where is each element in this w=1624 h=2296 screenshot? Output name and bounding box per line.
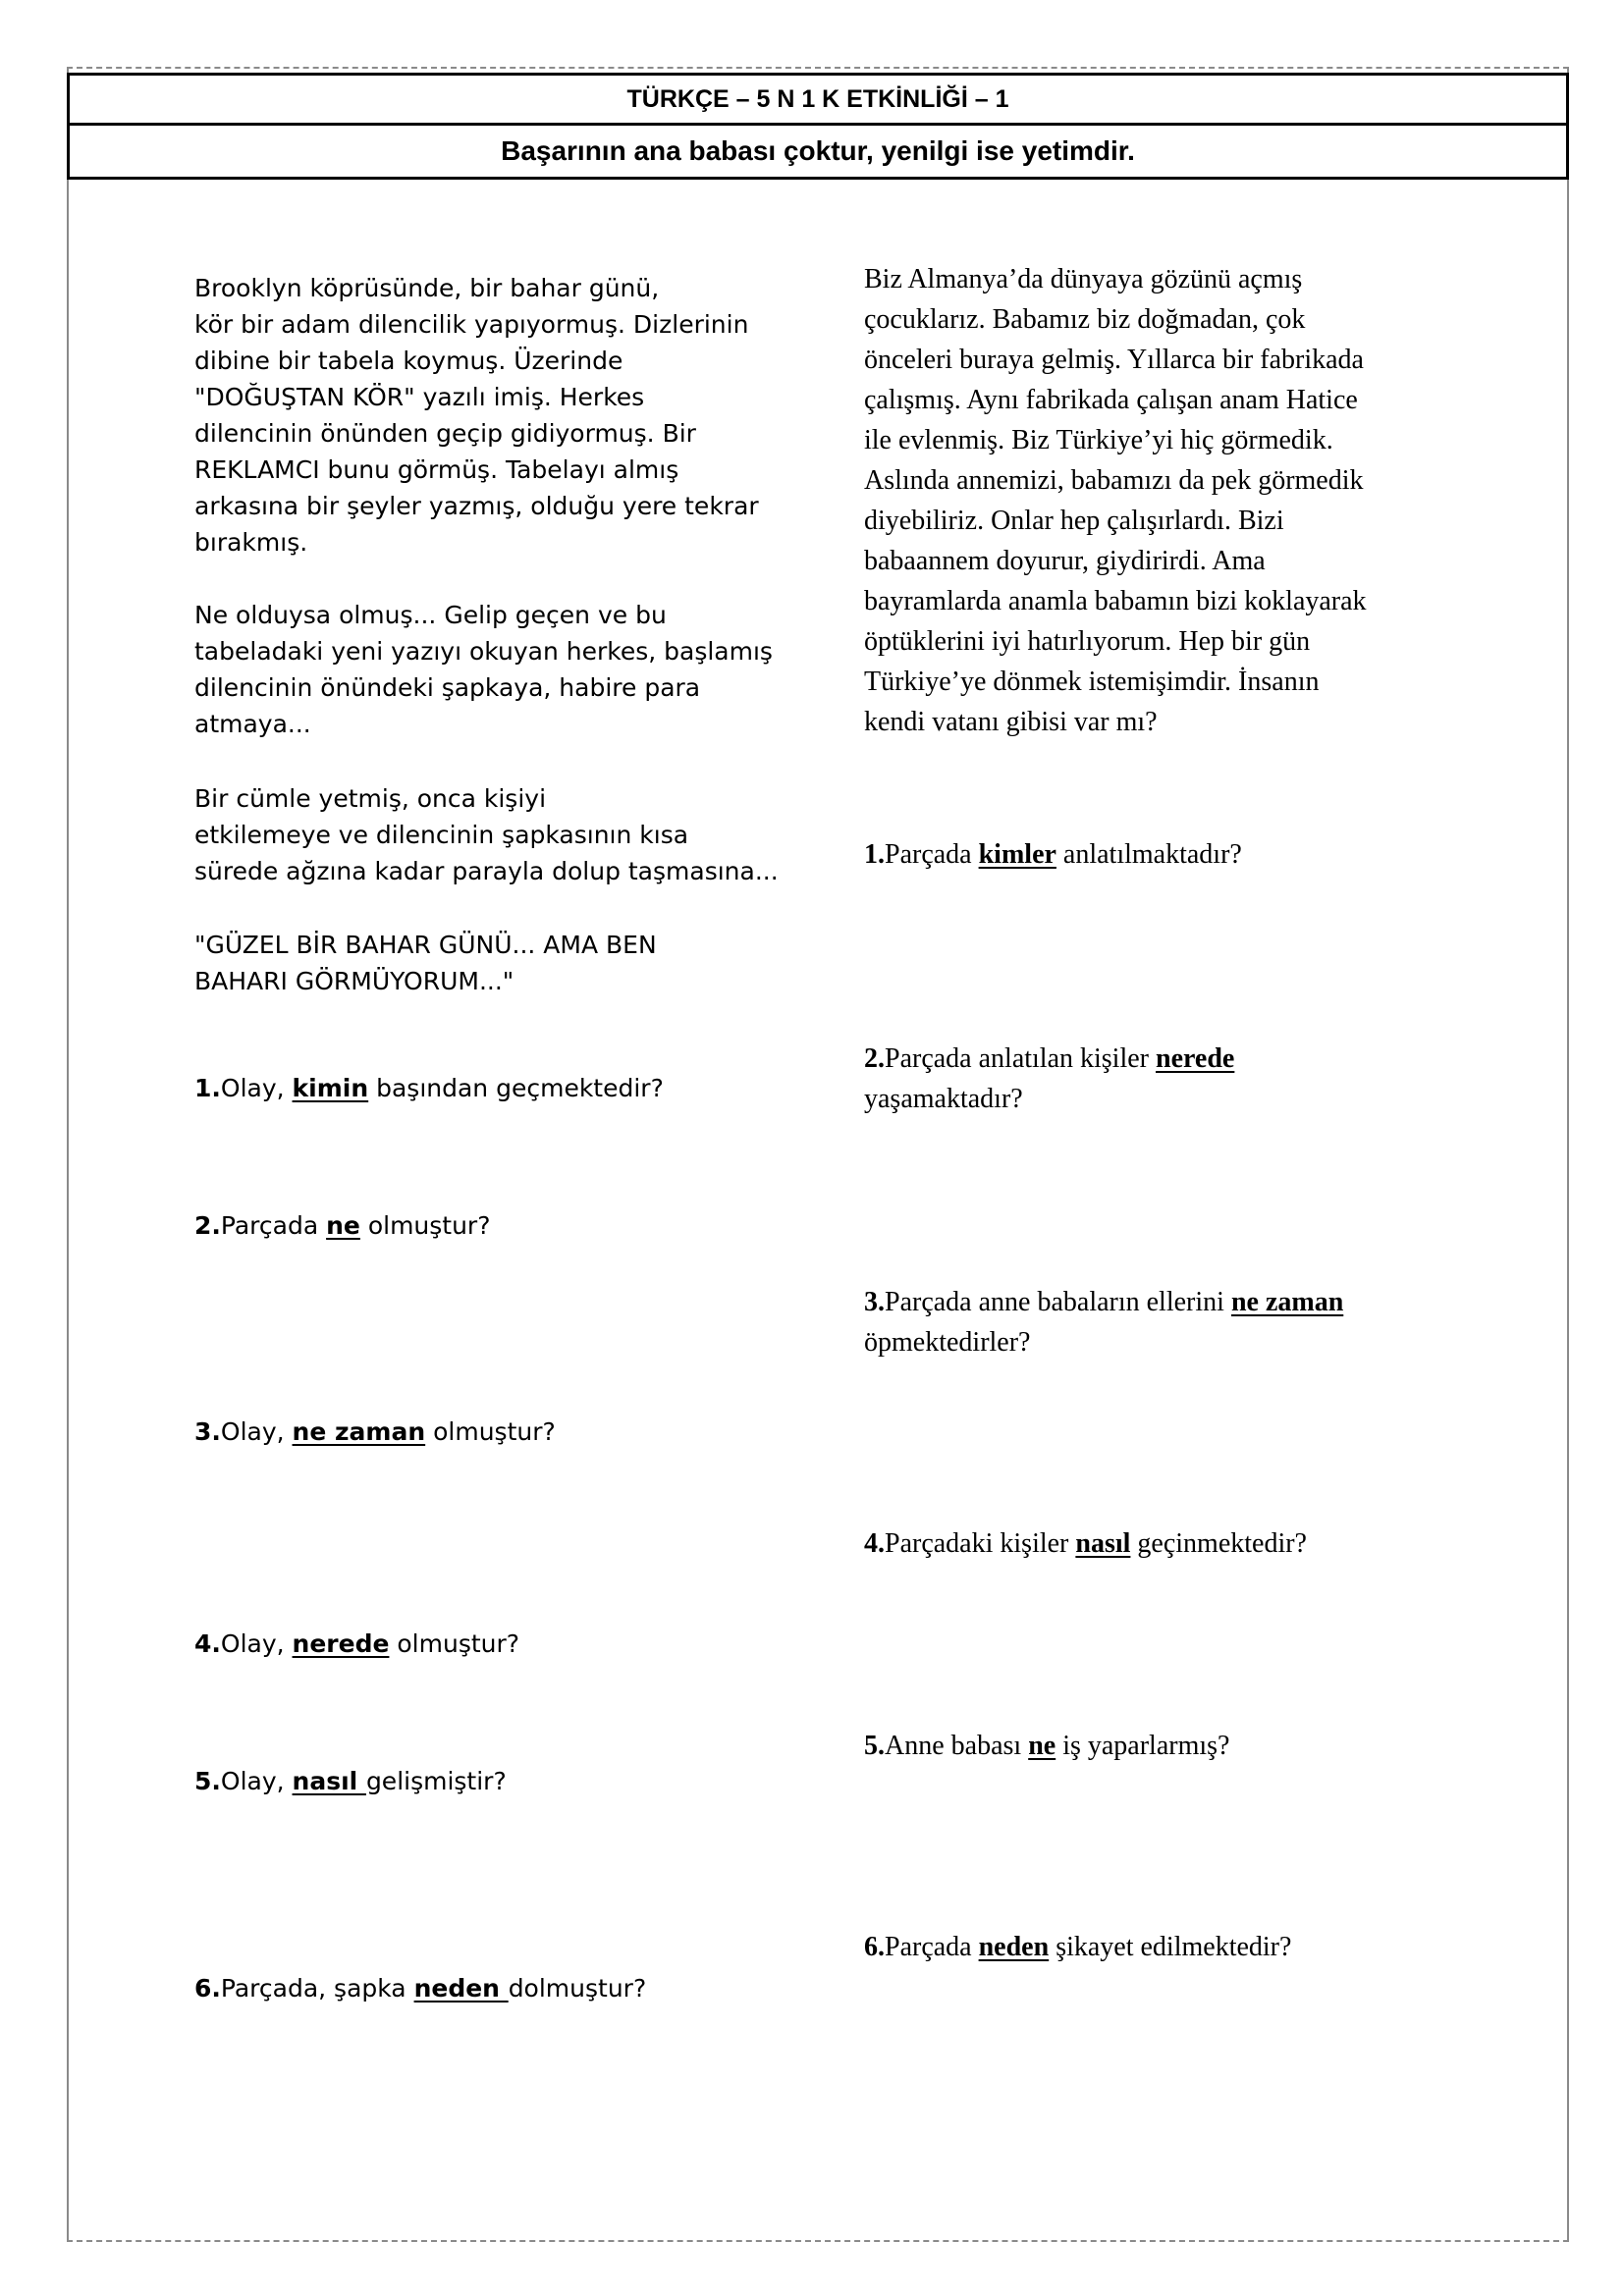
left-paragraph-3: Bir cümle yetmiş, onca kişiyi etkilemeye ve dilencinin şapkasının kısa sürede ağzına kadar parayla dolup taşmasına... [194,784,779,885]
left-question-2: 2.Parçada ne olmuştur? [194,1211,491,1240]
right-question-2: 2.Parçada anlatılan kişiler nerede yaşamaktadır? [864,1043,1235,1114]
right-paragraph: Biz Almanya’da dünyaya gözünü açmış çocuklarız. Babamız biz doğmadan, çok önceleri buraya gelmiş. Yıllarca bir fabrikada çalışmış. Aynı fabrikada çalışan anam Hatice ile evlenmiş. Biz Türkiye’yi hiç görmedik. Aslında annemizi, babamızı da pek görmedik diyebiliriz. Onlar hep çalışırlardı. Bizi babaannem doyurur, giydirirdi. Ama bayramlarda anamla babamın bizi koklayarak öptüklerini iyi hatırlıyorum. Hep bir gün Türkiye’ye dönmek istemişimdir. İnsanın kendi vatanı gibisi var mı? [864,264,1367,737]
left-paragraph-1: Brooklyn köprüsünde, bir bahar günü, kör bir adam dilencilik yapıyormuş. Dizlerinin dibine bir tabela koymuş. Üzerinde "DOĞUŞTAN KÖR" yazılı imiş. Herkes dilencinin önünden geçip gidiyormuş. Bir REKLAMCI bunu görmüş. Tabelayı almış arkasına bir şeyler yazmış, olduğu yere tekrar bırakmış. [194,274,759,557]
worksheet-subtitle-text: Başarının ana babası çoktur, yenilgi ise yetimdir. [501,135,1135,166]
left-paragraph-2: Ne olduysa olmuş... Gelip geçen ve bu tabeladaki yeni yazıyı okuyan herkes, başlamış dilencinin önündeki şapkaya, habire para atmaya... [194,601,773,738]
worksheet-subtitle [67,123,1569,180]
worksheet-title [67,73,1569,126]
right-question-1: 1.Parçada kimler anlatılmaktadır? [864,839,1242,870]
left-question-6: 6.Parçada, şapka neden dolmuştur? [194,1974,647,2002]
right-question-6: 6.Parçada neden şikayet edilmektedir? [864,1932,1292,1962]
left-question-1: 1.Olay, kimin başından geçmektedir? [194,1074,664,1102]
right-question-5: 5.Anne babası ne iş yaparlarmış? [864,1731,1230,1761]
left-question-5: 5.Olay, nasıl gelişmiştir? [194,1767,507,1795]
left-question-3: 3.Olay, ne zaman olmuştur? [194,1417,556,1446]
right-question-3: 3.Parçada anne babaların ellerini ne zaman öpmektedirler? [864,1287,1344,1358]
right-question-4: 4.Parçadaki kişiler nasıl geçinmektedir? [864,1528,1307,1559]
left-paragraph-4: "GÜZEL BİR BAHAR GÜNÜ... AMA BEN BAHARI GÖRMÜYORUM..." [194,931,657,995]
worksheet-title-text: TÜRKÇE – 5 N 1 K ETKİNLİĞİ – 1 [626,84,1009,113]
left-question-4: 4.Olay, nerede olmuştur? [194,1629,520,1658]
